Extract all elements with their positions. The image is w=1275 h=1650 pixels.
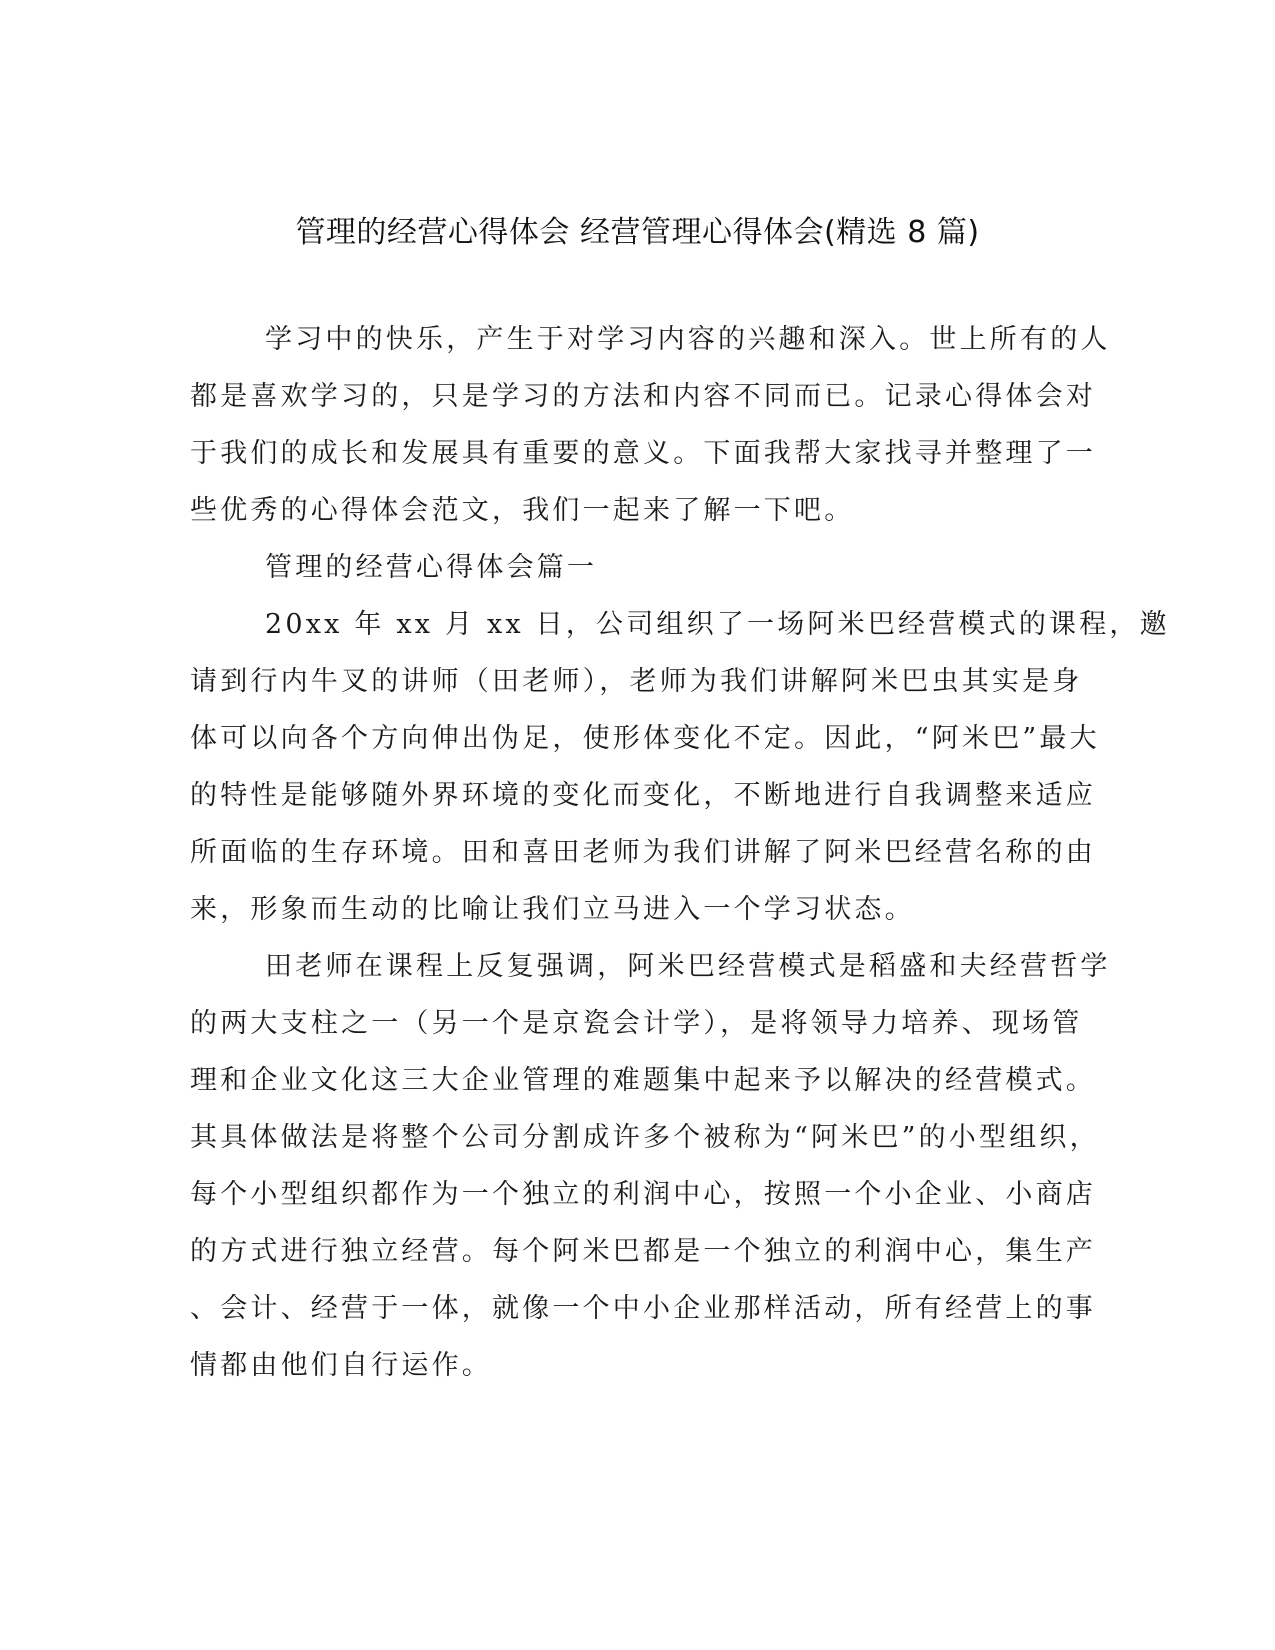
paragraph-line: 20xx 年 xx 月 xx 日，公司组织了一场阿米巴经营模式的课程，邀 bbox=[265, 609, 1170, 640]
paragraph-line: 田老师在课程上反复强调，阿米巴经营模式是稻盛和夫经营哲学 bbox=[265, 951, 1111, 982]
paragraph-line: 其具体做法是将整个公司分割成许多个被称为“阿米巴”的小型组织， bbox=[190, 1122, 1100, 1153]
paragraph-line: 的两大支柱之一（另一个是京瓷会计学），是将领导力培养、现场管 bbox=[190, 1008, 1083, 1039]
paragraph-line: 每个小型组织都作为一个独立的利润中心，按照一个小企业、小商店 bbox=[190, 1179, 1096, 1210]
paragraph-line: 请到行内牛叉的讲师（田老师），老师为我们讲解阿米巴虫其实是身 bbox=[190, 666, 1083, 697]
paragraph-line: 的特性是能够随外界环境的变化而变化，不断地进行自我调整来适应 bbox=[190, 780, 1096, 811]
paragraph-line: 所面临的生存环境。田和喜田老师为我们讲解了阿米巴经营名称的由 bbox=[190, 837, 1096, 868]
paragraph-line: 理和企业文化这三大企业管理的难题集中起来予以解决的经营模式。 bbox=[190, 1065, 1096, 1096]
paragraph-line: 来，形象而生动的比喻让我们立马进入一个学习状态。 bbox=[190, 894, 915, 925]
paragraph-line: 、会计、经营于一体，就像一个中小企业那样活动，所有经营上的事 bbox=[190, 1293, 1096, 1324]
paragraph-line: 都是喜欢学习的，只是学习的方法和内容不同而已。记录心得体会对 bbox=[190, 381, 1096, 412]
paragraph-line: 的方式进行独立经营。每个阿米巴都是一个独立的利润中心，集生产 bbox=[190, 1236, 1096, 1267]
paragraph-line: 于我们的成长和发展具有重要的意义。下面我帮大家找寻并整理了一 bbox=[190, 438, 1096, 469]
paragraph-line: 学习中的快乐，产生于对学习内容的兴趣和深入。世上所有的人 bbox=[265, 324, 1111, 355]
paragraph-line: 体可以向各个方向伸出伪足，使形体变化不定。因此，“阿米巴”最大 bbox=[190, 723, 1100, 754]
paragraph-line: 情都由他们自行运作。 bbox=[190, 1350, 492, 1381]
document-title: 管理的经营心得体会 经营管理心得体会(精选 8 篇) bbox=[295, 215, 980, 250]
section-heading: 管理的经营心得体会篇一 bbox=[265, 552, 598, 583]
paragraph-line: 些优秀的心得体会范文，我们一起来了解一下吧。 bbox=[190, 495, 855, 526]
